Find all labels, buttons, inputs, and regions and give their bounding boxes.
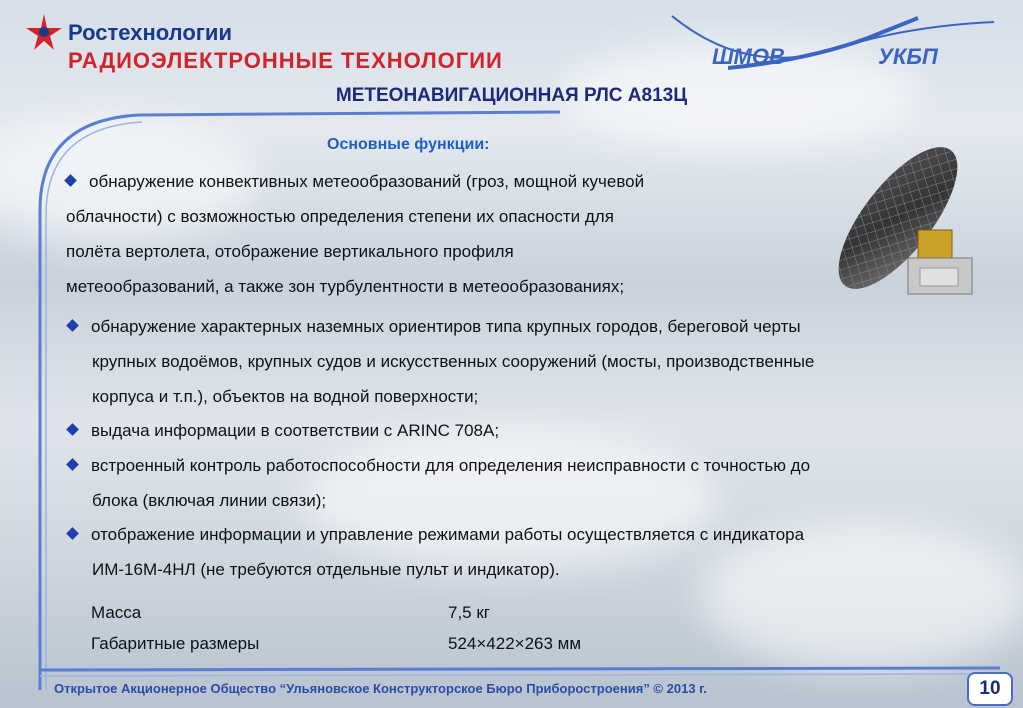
logo-line2: РАДИОЭЛЕКТРОННЫЕ ТЕХНОЛОГИИ xyxy=(68,48,503,73)
logo-line1: Ростехнологии xyxy=(68,20,232,45)
bullet-4-line-1: встроенный контроль работоспособности для определения неисправности с точностью до xyxy=(91,456,811,475)
bullet-1-line-2: облачности) с возможностью определения степени их опасности для xyxy=(66,207,614,226)
bullet-4-line-2: блока (включая линии связи); xyxy=(92,491,327,510)
diamond-bullet-icon xyxy=(64,174,77,187)
bullet-2-line-2: крупных водоёмов, крупных судов и искусственных сооружений (мосты, производственные xyxy=(92,352,815,371)
bullet-1-line-3: полёта вертолета, отображение вертикального профиля xyxy=(66,242,514,261)
logo-right-right-text: УКБП xyxy=(878,44,938,69)
bullet-item-3 xyxy=(68,413,998,448)
spec-dimensions-label: Габаритные размеры xyxy=(91,634,260,653)
radar-antenna-image xyxy=(818,138,988,304)
diamond-bullet-icon xyxy=(66,423,79,436)
spec-mass-value: 7,5 кг xyxy=(448,603,490,622)
functions-subheading: Основные функции: xyxy=(327,136,490,153)
bullet-3-line-1: выдача информации в соответствии с ARINC 708A; xyxy=(91,421,500,440)
bullet-2-line-1: обнаружение характерных наземных ориентиров типа крупных городов, береговой черты xyxy=(91,317,801,336)
diamond-bullet-icon xyxy=(66,527,79,540)
bullet-5-line-1: отображение информации и управление режимами работы осуществляется с индикатора xyxy=(91,525,805,544)
bullet-5-line-2: ИМ-16М-4НЛ (не требуются отдельные пульт и индикатор). xyxy=(92,560,560,579)
bullet-1-line-4: метеообразований, а также зон турбулентности в метеообразованиях; xyxy=(66,277,625,296)
footer-copyright: Открытое Акционерное Общество “Ульяновское Конструкторское Бюро Приборостроения” © 2013 г. xyxy=(54,681,707,696)
logo-right-left-text: ШМОВ xyxy=(712,44,785,69)
page-title: МЕТЕОНАВИГАЦИОННАЯ РЛС А813Ц xyxy=(335,85,688,106)
page-number: 10 xyxy=(967,672,1013,706)
bullet-item-5 xyxy=(68,517,998,587)
bullet-item-1 xyxy=(66,164,786,304)
ukbp-logo xyxy=(668,8,998,78)
bullet-1-line-1: обнаружение конвективных метеообразований (гроз, мощной кучевой xyxy=(89,172,645,191)
spec-dimensions-value: 524×422×263 мм xyxy=(448,634,582,653)
spec-mass-label: Масса xyxy=(91,603,142,622)
bullet-2-line-3: корпуса и т.п.), объектов на водной поверхности; xyxy=(92,387,479,406)
diamond-bullet-icon xyxy=(66,319,79,332)
diamond-bullet-icon xyxy=(66,458,79,471)
star-logo-icon xyxy=(24,12,64,52)
bullet-item-2 xyxy=(68,309,998,414)
bullet-item-4 xyxy=(68,448,998,518)
